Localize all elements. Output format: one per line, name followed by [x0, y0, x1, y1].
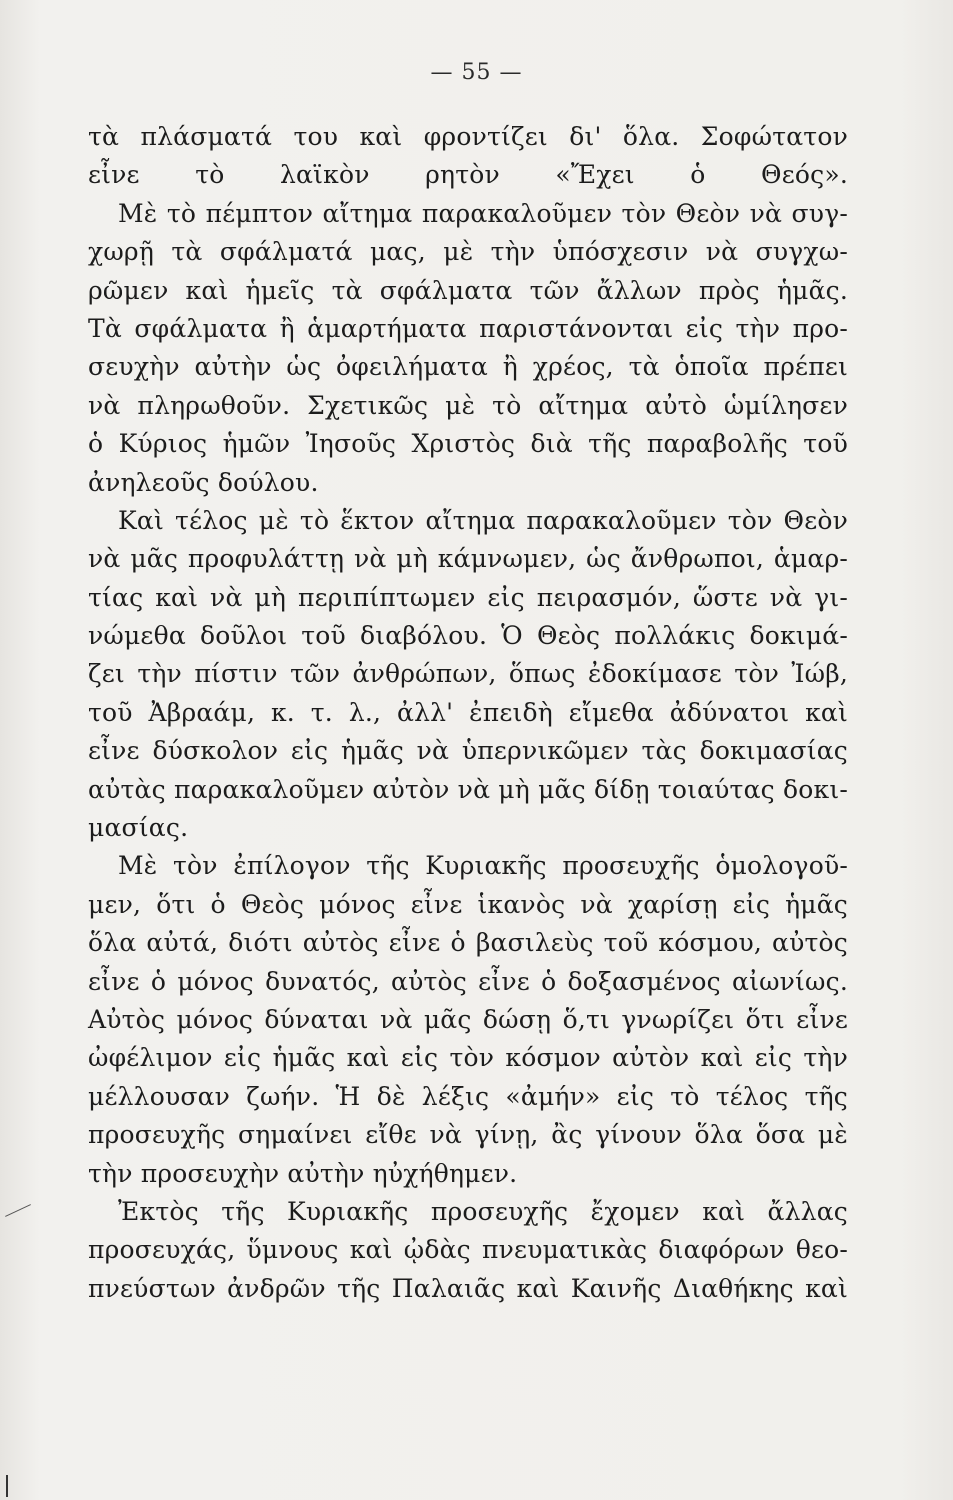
text-line: τοῦ Ἀβραάμ, κ. τ. λ., ἀλλ' ἐπειδὴ εἴμεθα ἀδύνατοι καὶ	[88, 697, 848, 727]
text-line: νώμεθα δοῦλοι τοῦ διαβόλου. Ὁ Θεὸς πολλάκις δοκιμά-	[88, 621, 848, 651]
text-line: τὰ πλάσματά του καὶ φροντίζει δι' ὅλα. Σοφώτατον	[88, 122, 848, 151]
paragraph-first-line: Μὲ τὸν ἐπίλογον τῆς Κυριακῆς προσευχῆς ὁμολογοῦ-	[118, 851, 848, 881]
text-line: σευχὴν αὐτὴν ὡς ὀφειλήματα ἢ χρέος, τὰ ὁποῖα πρέπει	[88, 352, 848, 382]
text-line: ζει τὴν πίστιν τῶν ἀνθρώπων, ὅπως ἐδοκίμασε τὸν Ἰώβ,	[88, 659, 848, 689]
text-line: χωρῇ τὰ σφάλματά μας, μὲ τὴν ὑπόσχεσιν νὰ συγχω-	[88, 237, 848, 267]
text-line: μασίας.	[88, 813, 189, 843]
text-line: νὰ πληρωθοῦν. Σχετικῶς μὲ τὸ αἴτημα αὐτὸ ὡμίλησεν	[88, 390, 848, 420]
text-line: τίας καὶ νὰ μὴ περιπίπτωμεν εἰς πειρασμόν, ὥστε νὰ γι-	[88, 582, 848, 612]
page-number: — 55 —	[430, 60, 523, 85]
text-line: μεν, ὅτι ὁ Θεὸς μόνος εἶνε ἱκανὸς νὰ χαρίσῃ εἰς ἡμᾶς	[88, 889, 848, 919]
body-text	[88, 118, 848, 1308]
text-line: ὅλα αὐτά, διότι αὐτὸς εἶνε ὁ βασιλεὺς τοῦ κόσμου, αὐτὸς	[88, 928, 848, 958]
text-line: προσευχῆς σημαίνει εἴθε νὰ γίνῃ, ἂς γίνουν ὅλα ὅσα μὲ	[88, 1120, 848, 1150]
text-line: ρῶμεν καὶ ἡμεῖς τὰ σφάλματα τῶν ἄλλων πρὸς ἡμᾶς.	[88, 275, 848, 305]
paragraph-first-line: Μὲ τὸ πέμπτον αἴτημα παρακαλοῦμεν τὸν Θεὸν νὰ συγ-	[118, 198, 848, 228]
paragraph-first-line: Ἐκτὸς τῆς Κυριακῆς προσευχῆς ἔχομεν καὶ ἄλλας	[118, 1196, 848, 1226]
text-line: εἶνε ὁ μόνος δυνατός, αὐτὸς εἶνε ὁ δοξασμένος αἰωνίως.	[88, 966, 848, 996]
text-line: πνεύστων ἀνδρῶν τῆς Παλαιᾶς καὶ Καινῆς Διαθήκης καὶ	[88, 1273, 848, 1303]
text-line: νὰ μᾶς προφυλάττῃ νὰ μὴ κάμνωμεν, ὡς ἄνθρωποι, ἁμαρ-	[88, 544, 848, 574]
text-line: ὁ Κύριος ἡμῶν Ἰησοῦς Χριστὸς διὰ τῆς παραβολῆς τοῦ	[88, 429, 848, 459]
text-line: αὐτὰς παρακαλοῦμεν αὐτὸν νὰ μὴ μᾶς δίδῃ τοιαύτας δοκι-	[88, 774, 848, 804]
text-line: ἀνηλεοῦς δούλου.	[88, 467, 319, 497]
paragraph-first-line: Καὶ τέλος μὲ τὸ ἕκτον αἴτημα παρακαλοῦμεν τὸν Θεὸν	[118, 505, 848, 535]
text-line: τὴν προσευχὴν αὐτὴν ηὐχήθημεν.	[88, 1158, 518, 1188]
corner-mark	[6, 1475, 8, 1497]
text-line: εἶνε δύσκολον εἰς ἡμᾶς νὰ ὑπερνικῶμεν τὰς δοκιμασίας	[88, 736, 848, 766]
text-line: εἶνε τὸ λαϊκὸν ρητὸν «Ἔχει ὁ Θεός».	[88, 160, 848, 190]
text-line: Τὰ σφάλματα ἢ ἁμαρτήματα παριστάνονται εἰς τὴν προ-	[88, 313, 848, 343]
margin-pencil-mark	[5, 1204, 31, 1217]
text-line: ὠφέλιμον εἰς ἡμᾶς καὶ εἰς τὸν κόσμον αὐτὸν καὶ εἰς τὴν	[88, 1043, 848, 1073]
text-line: προσευχάς, ὕμνους καὶ ᾠδὰς πνευματικὰς διαφόρων θεο-	[88, 1235, 848, 1265]
text-line: Αὐτὸς μόνος δύναται νὰ μᾶς δώσῃ ὅ,τι γνωρίζει ὅτι εἶνε	[88, 1004, 848, 1034]
text-line: μέλλουσαν ζωήν. Ἡ δὲ λέξις «ἀμήν» εἰς τὸ τέλος τῆς	[88, 1081, 848, 1111]
